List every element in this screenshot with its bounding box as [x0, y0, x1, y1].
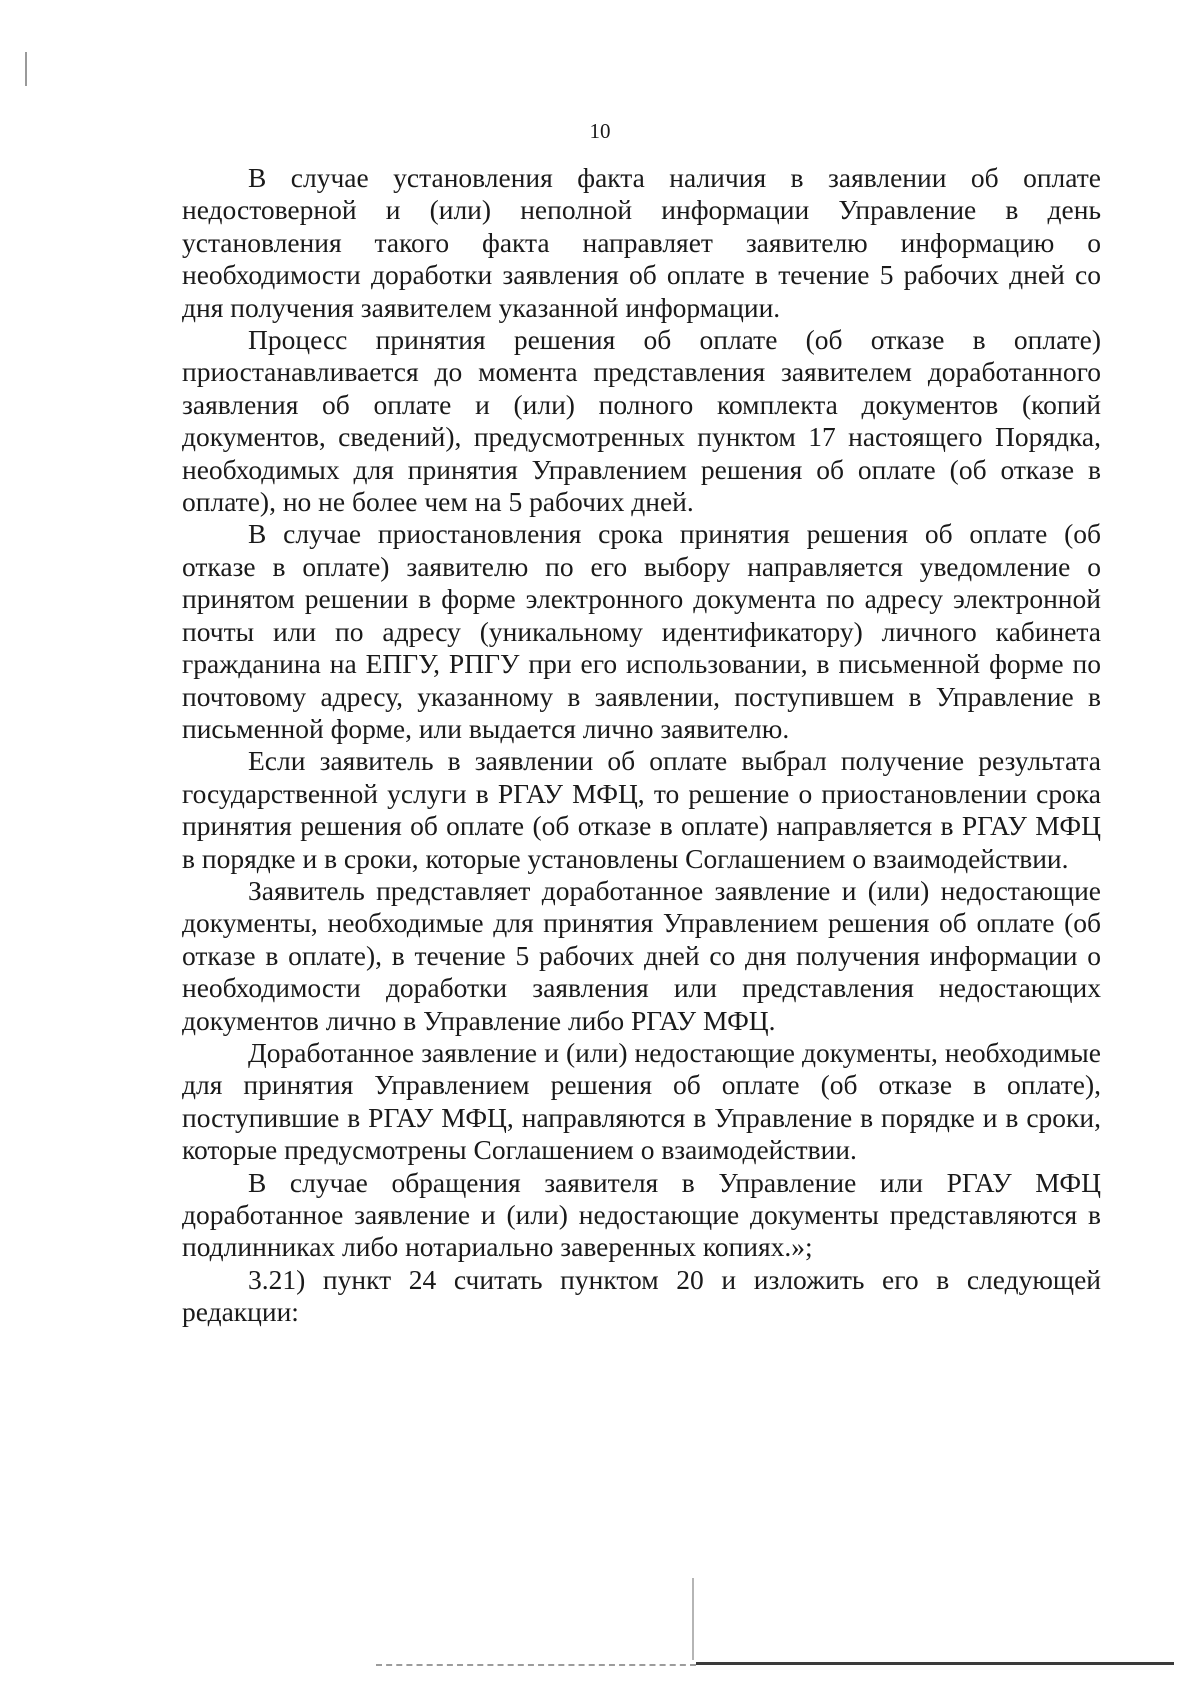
- paragraph-revised-documents: Доработанное заявление и (или) недостающие документы, необходимые для принятия Управлением решения об оплате (об отказе в оплате), поступившие в РГАУ МФЦ, направляются в Управление в порядке и в сроки, которые предусмотрены Соглашением о взаимодействии.: [182, 1036, 1101, 1166]
- paragraph-mfc-result: Если заявитель в заявлении об оплате выбрал получение результата государственной услуги в РГАУ МФЦ, то решение о приостановлении срока принятия решения об оплате (об отказе в оплате) направляется в РГАУ МФЦ в порядке и в сроки, которые установлены Соглашением о взаимодействии.: [182, 745, 1101, 874]
- paragraph-suspension-process: Процесс принятия решения об оплате (об отказе в оплате) приостанавливается до момента представления заявителем доработанного заявления об оплате и (или) полного комплекта документов (копий документов, сведений), предусмотренных пунктом 17 настоящего Порядка, необходимых для принятия Управлением решения об оплате (об отказе в оплате), но не более чем на 5 рабочих дней.: [182, 324, 1101, 518]
- document-body: [182, 162, 1101, 1329]
- page-number: 10: [589, 119, 611, 143]
- scan-artifact-vertical-line: [692, 1578, 694, 1660]
- scan-artifact-bottom-rule: [696, 1662, 1174, 1665]
- paragraph-incomplete-info: В случае установления факта наличия в заявлении об оплате недостоверной и (или) неполной информации Управление в день установления такого факта направляет заявителю информацию о необходимости доработки заявления об оплате в течение 5 рабочих дней со дня получения заявителем указанной информации.: [182, 162, 1101, 323]
- scan-artifact-mark: [25, 52, 27, 86]
- paragraph-originals: В случае обращения заявителя в Управление или РГАУ МФЦ доработанное заявление и (или) недостающие документы представляются в подлинниках либо нотариально заверенных копиях.»;: [182, 1166, 1101, 1263]
- paragraph-applicant-submission: Заявитель представляет доработанное заявление и (или) недостающие документы, необходимые для принятия Управлением решения об оплате (об отказе в оплате), в течение 5 рабочих дней со дня получения информации о необходимости доработки заявления или представления недостающих документов лично в Управление либо РГАУ МФЦ.: [182, 874, 1101, 1036]
- paragraph-suspension-notice: В случае приостановления срока принятия решения об оплате (об отказе в оплате) заявителю по его выбору направляется уведомление о принятом решении в форме электронного документа по адресу электронной почты или по адресу (уникальному идентификатору) личного кабинета гражданина на ЕПГУ, РПГУ при его использовании, в письменной форме по почтовому адресу, указанному в заявлении, поступившем в Управление в письменной форме, или выдается лично заявителю.: [182, 518, 1101, 744]
- paragraph-point-3-21: 3.21) пункт 24 считать пунктом 20 и изложить его в следующей редакции:: [182, 1263, 1101, 1328]
- scan-artifact-dashed-line: [376, 1664, 696, 1666]
